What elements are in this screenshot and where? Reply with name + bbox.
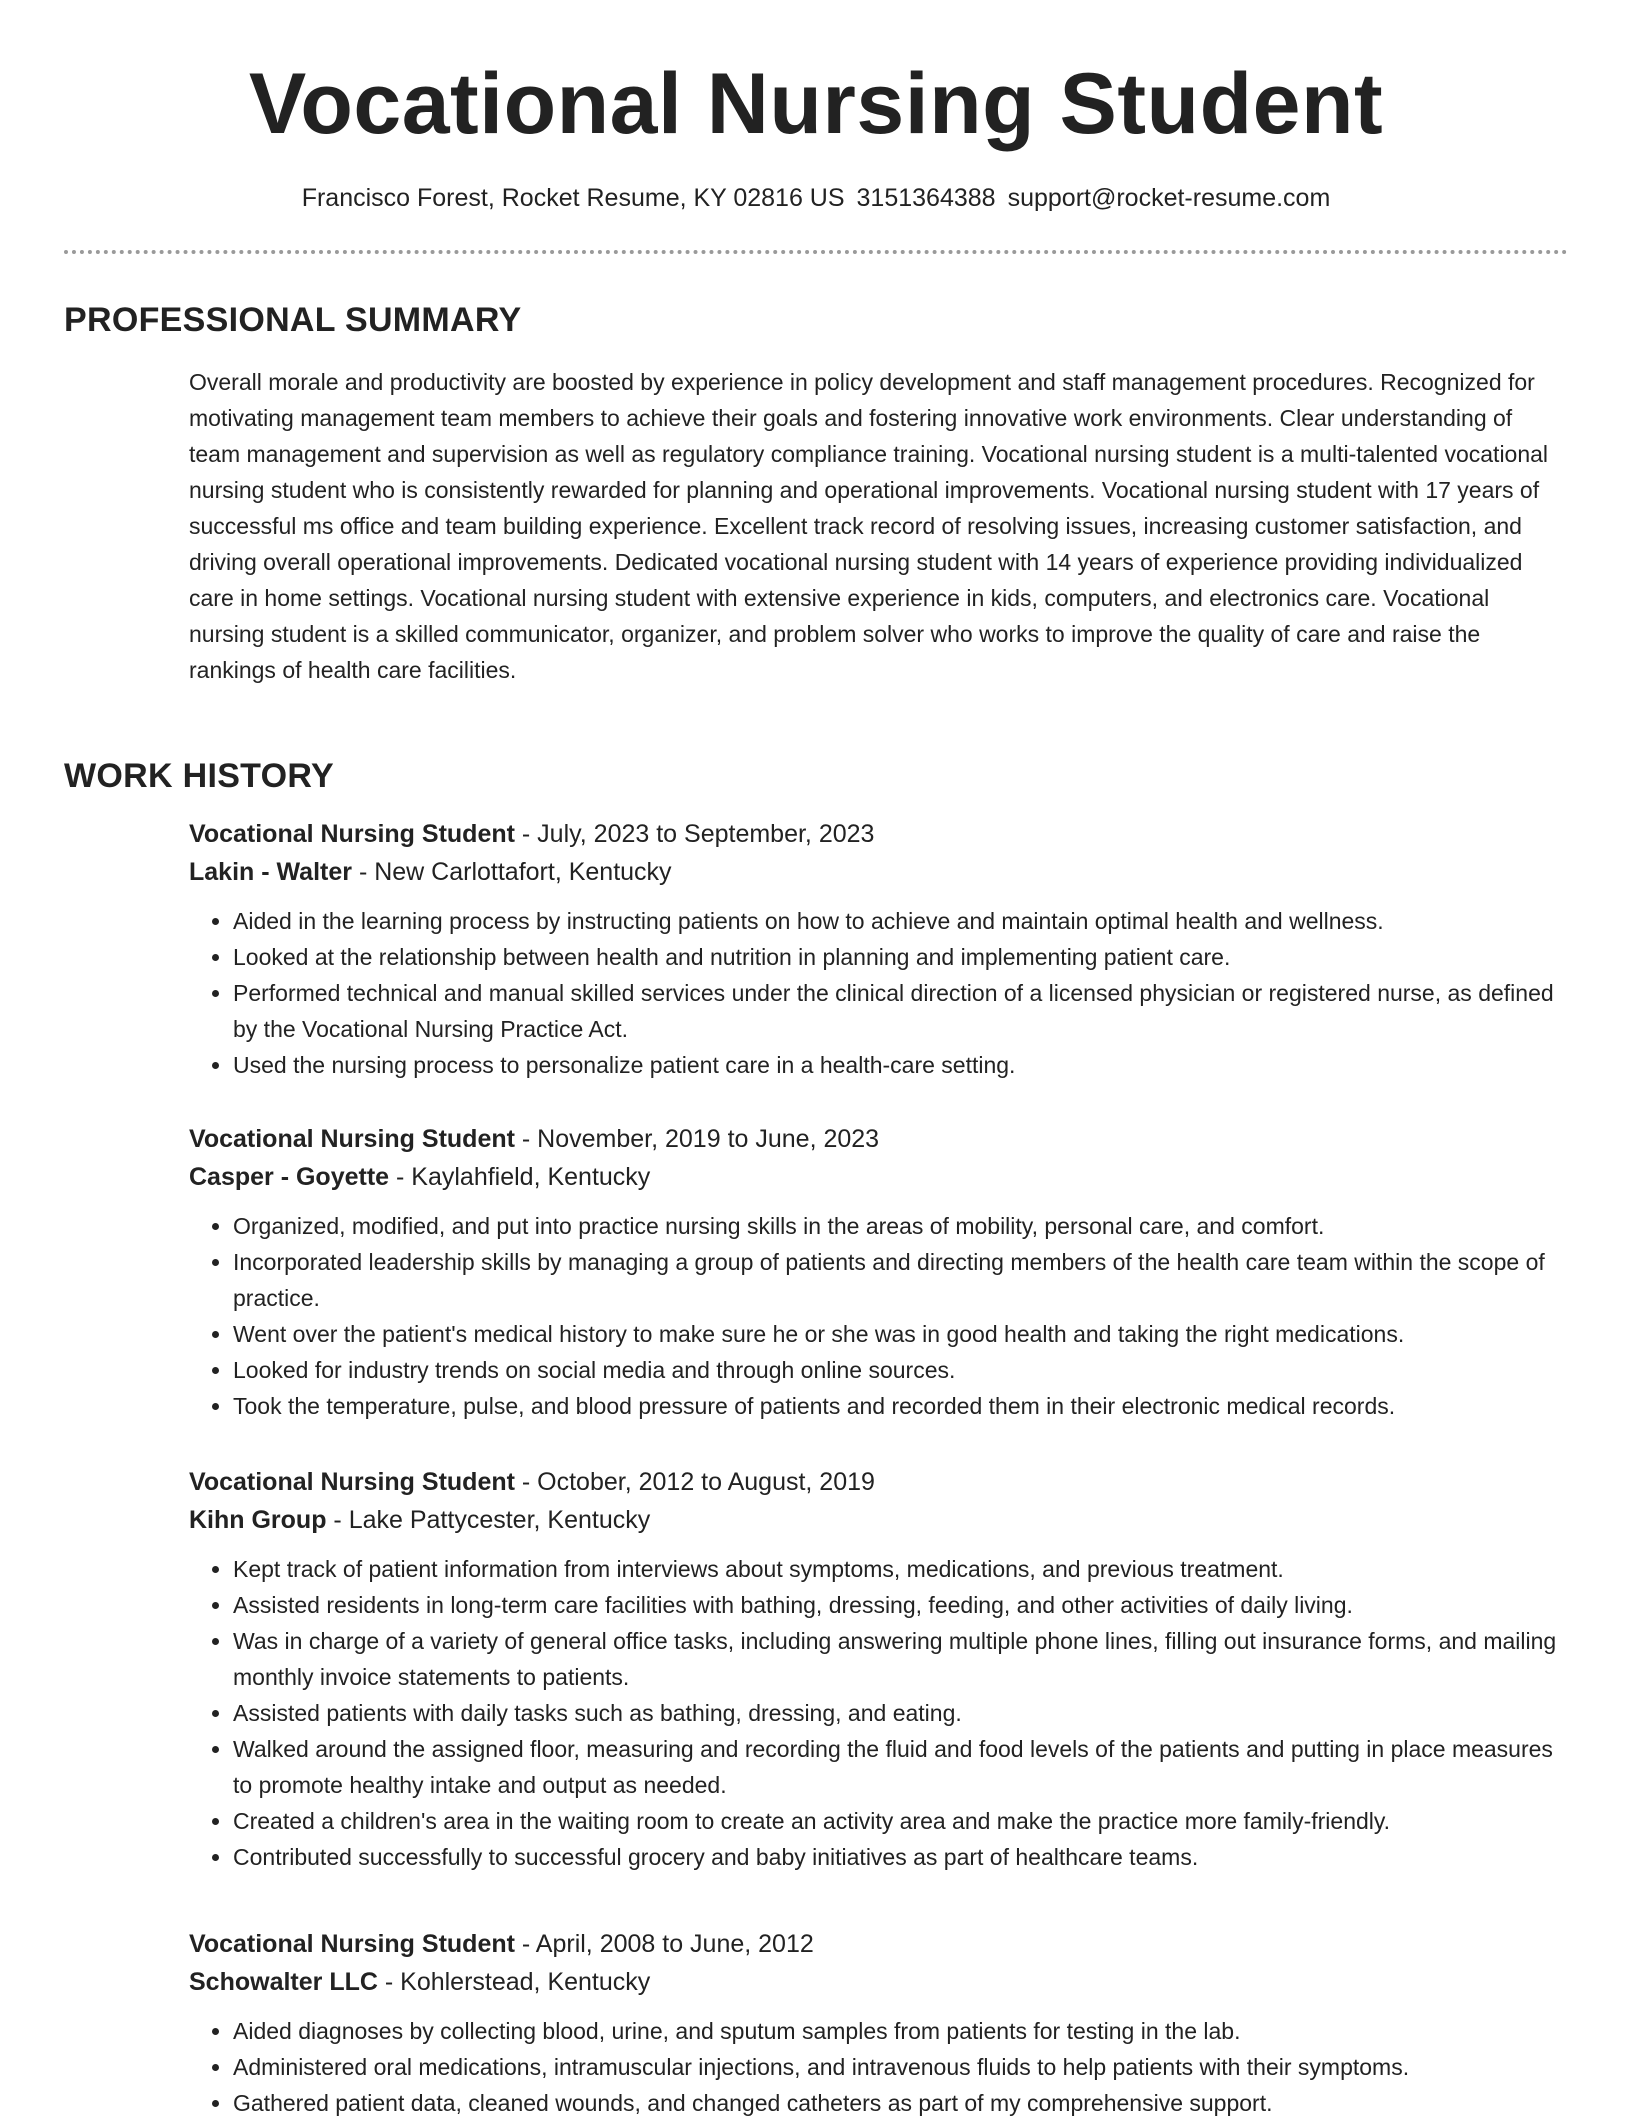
job-title-line <box>189 1925 1569 1963</box>
job-company: Kihn Group <box>189 1506 327 1534</box>
job-title: Vocational Nursing Student <box>189 820 515 848</box>
summary-text: Overall morale and productivity are boosted by experience in policy development and staff management procedures. Recognized for motivating management team members to achieve their goals and fostering innovative work environments. Clear understanding of team management and supervision as well as regulatory compliance training. Vocational nursing student is a multi-talented vocational nursing student who is consistently rewarded for planning and operational improvements. Vocational nursing student with 17 years of successful ms office and team building experience. Excellent track record of resolving issues, increasing customer satisfaction, and driving overall operational improvements. Dedicated vocational nursing student with 14 years of experience providing individualized care in home settings. Vocational nursing student with extensive experience in kids, computers, and electronics care. Vocational nursing student is a skilled communicator, organizer, and problem solver who works to improve the quality of care and raise the rankings of health care facilities. <box>189 369 1549 683</box>
job-company-line <box>189 1963 1569 2001</box>
contact-phone: 3151364388 <box>856 184 996 212</box>
job-location: - Lake Pattycester, Kentucky <box>326 1506 651 1534</box>
contact-email[interactable]: support@rocket-resume.com <box>1007 184 1331 212</box>
job-company-line <box>189 1158 1569 1196</box>
job-bullet: • Was in charge of a variety of general office tasks, including answering multiple phone lines, filling out insurance forms, and mailing monthly invoice statements to patients. <box>233 1623 1569 1695</box>
header-divider <box>64 250 1568 254</box>
job-company: Lakin - Walter <box>189 858 352 886</box>
job-company: Schowalter LLC <box>189 1968 378 1996</box>
job-dates: - July, 2023 to September, 2023 <box>514 820 875 848</box>
job-title: Vocational Nursing Student <box>189 1125 515 1153</box>
job-company: Casper - Goyette <box>189 1163 390 1191</box>
job-company-line <box>189 853 1569 891</box>
job-entry <box>189 1463 1569 1875</box>
job-bullets <box>189 903 1569 1083</box>
job-title-line <box>189 1120 1569 1158</box>
job-bullets <box>189 2013 1569 2121</box>
job-bullets <box>189 1551 1569 1875</box>
job-entry <box>189 1120 1569 1424</box>
job-bullet: • Assisted patients with daily tasks such as bathing, dressing, and eating. <box>233 1695 1569 1731</box>
job-title-line <box>189 815 1569 853</box>
job-bullet: • Walked around the assigned floor, measuring and recording the fluid and food levels of the patients and putting in place measures to promote healthy intake and output as needed. <box>233 1731 1569 1803</box>
job-bullet: • Administered oral medications, intramuscular injections, and intravenous fluids to help patients with their symptoms. <box>233 2049 1569 2085</box>
job-bullet: • Created a children's area in the waiting room to create an activity area and make the practice more family-friendly. <box>233 1803 1569 1839</box>
job-bullet: • Aided in the learning process by instructing patients on how to achieve and maintain optimal health and wellness. <box>233 903 1569 939</box>
job-location: - Kohlerstead, Kentucky <box>377 1968 651 1996</box>
resume-title: Vocational Nursing Student <box>248 56 1384 152</box>
job-bullet: • Aided diagnoses by collecting blood, urine, and sputum samples from patients for testing in the lab. <box>233 2013 1569 2049</box>
job-title: Vocational Nursing Student <box>189 1930 515 1958</box>
work-history-heading: WORK HISTORY <box>64 757 334 795</box>
job-dates: - October, 2012 to August, 2019 <box>514 1468 875 1496</box>
job-bullet: • Performed technical and manual skilled services under the clinical direction of a licensed physician or registered nurse, as defined by the Vocational Nursing Practice Act. <box>233 975 1569 1047</box>
job-bullet: • Gathered patient data, cleaned wounds, and changed catheters as part of my comprehensive support. <box>233 2085 1569 2121</box>
contact-address: Francisco Forest, Rocket Resume, KY 02816 US <box>301 184 845 212</box>
job-title-line <box>189 1463 1569 1501</box>
job-title: Vocational Nursing Student <box>189 1468 515 1496</box>
job-bullet: • Took the temperature, pulse, and blood pressure of patients and recorded them in their electronic medical records. <box>233 1388 1569 1424</box>
job-bullet: • Kept track of patient information from interviews about symptoms, medications, and previous treatment. <box>233 1551 1569 1587</box>
summary-heading: PROFESSIONAL SUMMARY <box>64 301 522 339</box>
job-location: - New Carlottafort, Kentucky <box>352 858 672 886</box>
job-company-line <box>189 1501 1569 1539</box>
job-bullet: • Went over the patient's medical history to make sure he or she was in good health and taking the right medications. <box>233 1316 1569 1352</box>
job-location: - Kaylahfield, Kentucky <box>389 1163 651 1191</box>
job-entry <box>189 815 1569 1083</box>
job-bullet: • Assisted residents in long-term care facilities with bathing, dressing, feeding, and other activities of daily living. <box>233 1587 1569 1623</box>
job-bullet: • Looked for industry trends on social media and through online sources. <box>233 1352 1569 1388</box>
job-bullet: • Contributed successfully to successful grocery and baby initiatives as part of healthcare teams. <box>233 1839 1569 1875</box>
job-bullet: • Used the nursing process to personalize patient care in a health-care setting. <box>233 1047 1569 1083</box>
job-bullet: • Incorporated leadership skills by managing a group of patients and directing members of the health care team within the scope of practice. <box>233 1244 1569 1316</box>
job-dates: - April, 2008 to June, 2012 <box>514 1930 814 1958</box>
contact-line <box>64 180 1568 216</box>
job-bullets <box>189 1208 1569 1424</box>
job-bullet: • Organized, modified, and put into practice nursing skills in the areas of mobility, personal care, and comfort. <box>233 1208 1569 1244</box>
job-entry <box>189 1925 1569 2121</box>
job-bullet: • Looked at the relationship between health and nutrition in planning and implementing patient care. <box>233 939 1569 975</box>
job-dates: - November, 2019 to June, 2023 <box>514 1125 880 1153</box>
